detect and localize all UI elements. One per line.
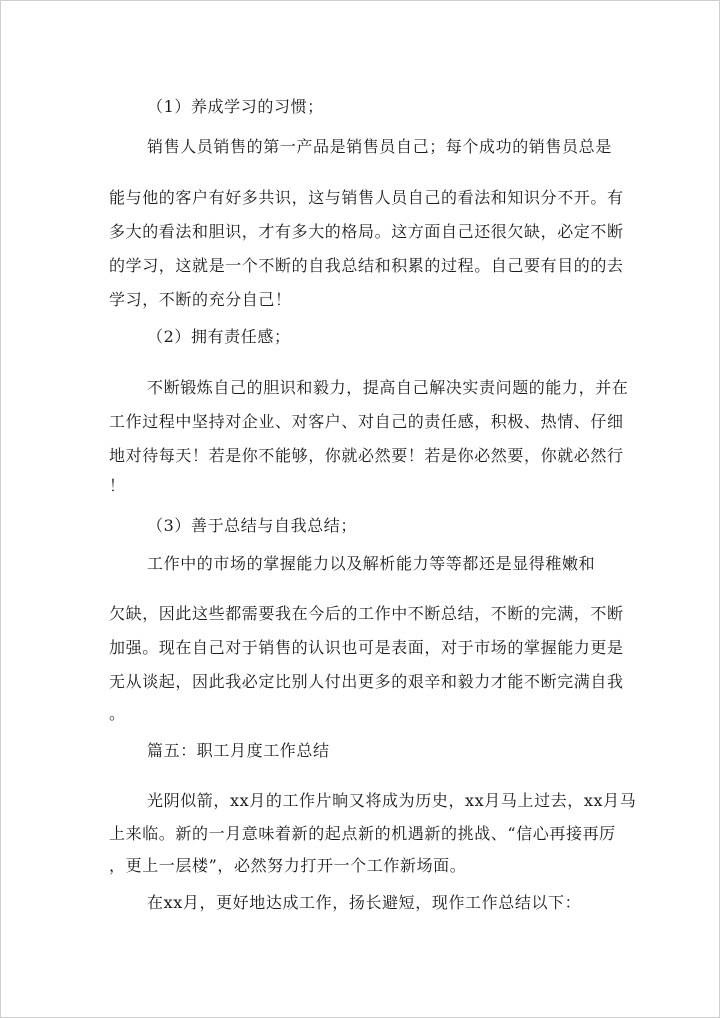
paragraph-line: 销售人员销售的第一产品是销售员自己；每个成功的销售员总是 (147, 137, 612, 156)
heading-responsibility: （2）拥有责任感； (147, 327, 291, 346)
paragraph-line: ！ (109, 476, 126, 495)
paragraph-line: 的学习，这就是一个不断的自我总结和积累的过程。自己要有目的的去 (109, 256, 624, 275)
paragraph-line: 光阴似箭，xx月的工作片晌又将成为历史，xx月马上过去，xx月马 (147, 791, 637, 810)
paragraph-line: 能与他的客户有好多共识，这与销售人员自己的看法和知识分不开。有 (109, 188, 624, 207)
paragraph-line: 加强。现在自己对于销售的认识也可是表面，对于市场的掌握能力更是 (109, 638, 624, 657)
paragraph-line: 上来临。新的一月意味着新的起点新的机遇新的挑战、“信心再接再厉 (109, 824, 616, 843)
paragraph-line: 地对待每天！若是你不能够，你就必然要！若是你必然要，你就必然行 (109, 446, 624, 465)
paragraph-line: 欠缺，因此这些都需要我在今后的工作中不断总结，不断的完满，不断 (109, 604, 624, 623)
paragraph-line: 多大的看法和胆识，才有多大的格局。这方面自己还很欠缺，必定不断 (109, 222, 624, 241)
paragraph-line: 。 (109, 704, 126, 723)
paragraph-line: 在xx月，更好地达成工作，扬长避短，现作工作总结以下： (147, 893, 582, 912)
paragraph-line: 学习，不断的充分自己！ (109, 290, 292, 309)
section-title: 篇五：职工月度工作总结 (147, 741, 330, 760)
paragraph-line: 工作过程中坚持对企业、对客户、对自己的责任感，积极、热情、仔细 (109, 412, 624, 431)
paragraph-line: 工作中的市场的掌握能力以及解析能力等等都还是显得稚嫩和 (147, 554, 596, 573)
heading-summarize: （3）善于总结与自我总结； (147, 516, 357, 535)
paragraph-line: 不断锻炼自己的胆识和毅力，提高自己解决实责问题的能力，并在 (147, 378, 629, 397)
paragraph-line: ，更上一层楼”，必然努力打开一个工作新场面。 (109, 856, 467, 875)
heading-learning-habit: （1）养成学习的习惯； (147, 97, 324, 116)
paragraph-line: 无从谈起，因此我必定比别人付出更多的艰辛和毅力才能不断完满自我 (109, 672, 624, 691)
